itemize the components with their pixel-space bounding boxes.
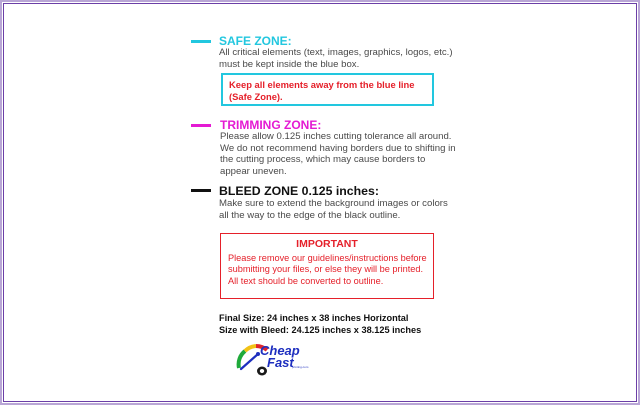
size-info (219, 313, 421, 336)
safe-zone-line-2: must be kept inside the blue box. (219, 58, 360, 70)
important-text (228, 253, 427, 287)
safe-zone-warning-line-2: (Safe Zone). (229, 90, 283, 102)
logo-tagline: printing.com (292, 365, 309, 369)
important-line-1: Please remove our guidelines/instructions before (228, 253, 427, 263)
important-title: IMPORTANT (296, 238, 358, 250)
cheap-fast-printing-logo (236, 338, 314, 378)
final-size: Final Size: 24 inches x 38 inches Horizontal (219, 313, 409, 323)
safe-zone-title: SAFE ZONE: (219, 34, 292, 48)
logo-word-cheap: Cheap (260, 343, 300, 358)
bleed-zone-title: BLEED ZONE 0.125 inches: (219, 184, 379, 198)
important-line-2: submitting your files, or else they will be printed. (228, 264, 424, 275)
bleed-zone-line-1: Make sure to extend the background images or colors (219, 198, 448, 209)
bleed-zone-legend-line (191, 189, 211, 192)
trimming-zone-title: TRIMMING ZONE: (220, 118, 322, 132)
safe-zone-description (219, 47, 453, 70)
bleed-zone-description (219, 198, 448, 221)
bleed-size: Size with Bleed: 24.125 inches x 38.125 inches (219, 324, 422, 335)
safe-zone-sample-box (221, 73, 434, 106)
safe-zone-warning (229, 79, 414, 102)
bleed-zone-line-2: all the way to the edge of the black outline. (219, 209, 401, 221)
trimming-zone-line-2: We do not recommend having borders due to shifting in (220, 142, 456, 154)
safe-zone-line-1: All critical elements (text, images, graphics, logos, etc.) (219, 47, 453, 58)
trimming-zone-description (220, 131, 456, 177)
trimming-zone-line-3: the cutting process, which may cause borders to (220, 154, 426, 166)
trimming-zone-line-4: appear uneven. (220, 165, 287, 177)
safe-zone-warning-line-1: Keep all elements away from the blue line (229, 79, 415, 90)
logo-word-fast: Fast (267, 355, 294, 370)
safe-zone-legend-line (191, 40, 211, 43)
important-line-3: All text should be converted to outline. (228, 275, 384, 286)
trimming-zone-line-1: Please allow 0.125 inches cutting tolerance all around. (220, 131, 452, 142)
important-notice-box (220, 233, 434, 299)
trimming-zone-legend-line (191, 124, 211, 127)
